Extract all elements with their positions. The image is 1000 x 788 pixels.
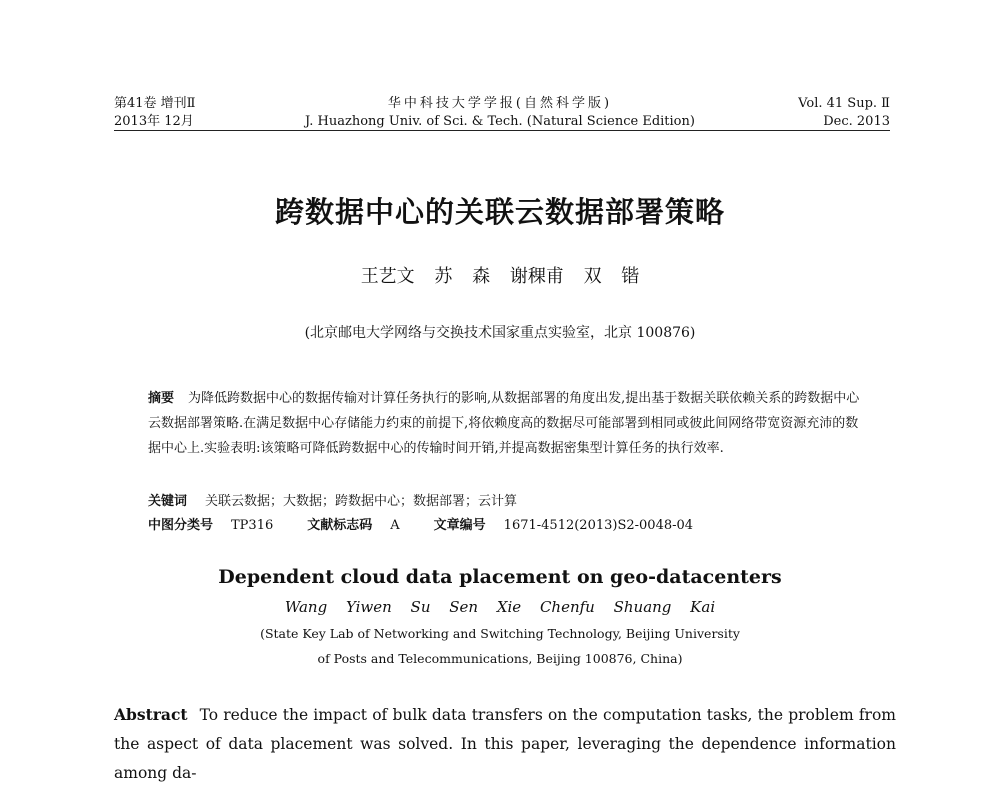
abstract-en-text: To reduce the impact of bulk data transfers on the computation tasks, the problem from the aspect of data placement was solved. In this paper, leveraging the dependence information among da- bbox=[114, 706, 896, 782]
abstract-en bbox=[114, 700, 896, 788]
header-rule bbox=[114, 130, 890, 131]
header-date-cn: 2013年 12月 bbox=[114, 114, 194, 129]
article-no-value: 1671-4512(2013)S2-0048-04 bbox=[503, 518, 694, 533]
abstract-cn-label: 摘要 bbox=[148, 391, 175, 406]
doc-code-label: 文献标志码 bbox=[307, 518, 373, 533]
header-date-en: Dec. 2013 bbox=[823, 114, 890, 129]
abstract-cn bbox=[148, 386, 860, 461]
authors-en: Wang Yiwen Su Sen Xie Chenfu Shuang Kai bbox=[284, 598, 716, 616]
header-volume: 第41卷 增刊Ⅱ bbox=[114, 96, 196, 111]
header-journal-en: J. Huazhong Univ. of Sci. & Tech. (Natural Science Edition) bbox=[305, 114, 695, 129]
header-journal-cn: 华中科技大学学报(自然科学版) bbox=[387, 96, 613, 111]
affiliation-en-line1: (State Key Lab of Networking and Switching Technology, Beijing University bbox=[260, 626, 740, 641]
header-vol-en: Vol. 41 Sup. Ⅱ bbox=[798, 96, 890, 111]
clc-label: 中图分类号 bbox=[148, 518, 214, 533]
clc-value: TP316 bbox=[231, 518, 274, 533]
abstract-en-label: Abstract bbox=[114, 705, 188, 724]
article-no-label: 文章编号 bbox=[433, 518, 486, 533]
classification-line bbox=[148, 514, 693, 533]
authors-cn: 王艺文 苏 森 谢稞甫 双 锴 bbox=[360, 266, 640, 287]
keywords bbox=[148, 490, 517, 509]
keywords-label: 关键词 bbox=[148, 494, 188, 509]
paper-title-en: Dependent cloud data placement on geo-datacenters bbox=[218, 566, 782, 588]
paper-title-cn: 跨数据中心的关联云数据部署策略 bbox=[274, 195, 725, 229]
affiliation-cn: (北京邮电大学网络与交换技术国家重点实验室，北京 100876) bbox=[304, 325, 696, 341]
keywords-text: 关联云数据；大数据；跨数据中心；数据部署；云计算 bbox=[205, 494, 518, 509]
affiliation-en-line2: of Posts and Telecommunications, Beijing 100876, China) bbox=[317, 651, 683, 666]
doc-code-value: A bbox=[390, 518, 400, 533]
abstract-cn-text: 为降低跨数据中心的数据传输对计算任务执行的影响,从数据部署的角度出发,提出基于数据关联依赖关系的跨数据中心云数据部署策略.在满足数据中心存储能力约束的前提下,将依赖度高的数据尽可能部署到相同或彼此间网络带宽资源充沛的数据中心上.实验表明:该策略可降低跨数据中心的传输时间开销,并提高数据密集型计算任务的执行效率. bbox=[148, 391, 860, 456]
